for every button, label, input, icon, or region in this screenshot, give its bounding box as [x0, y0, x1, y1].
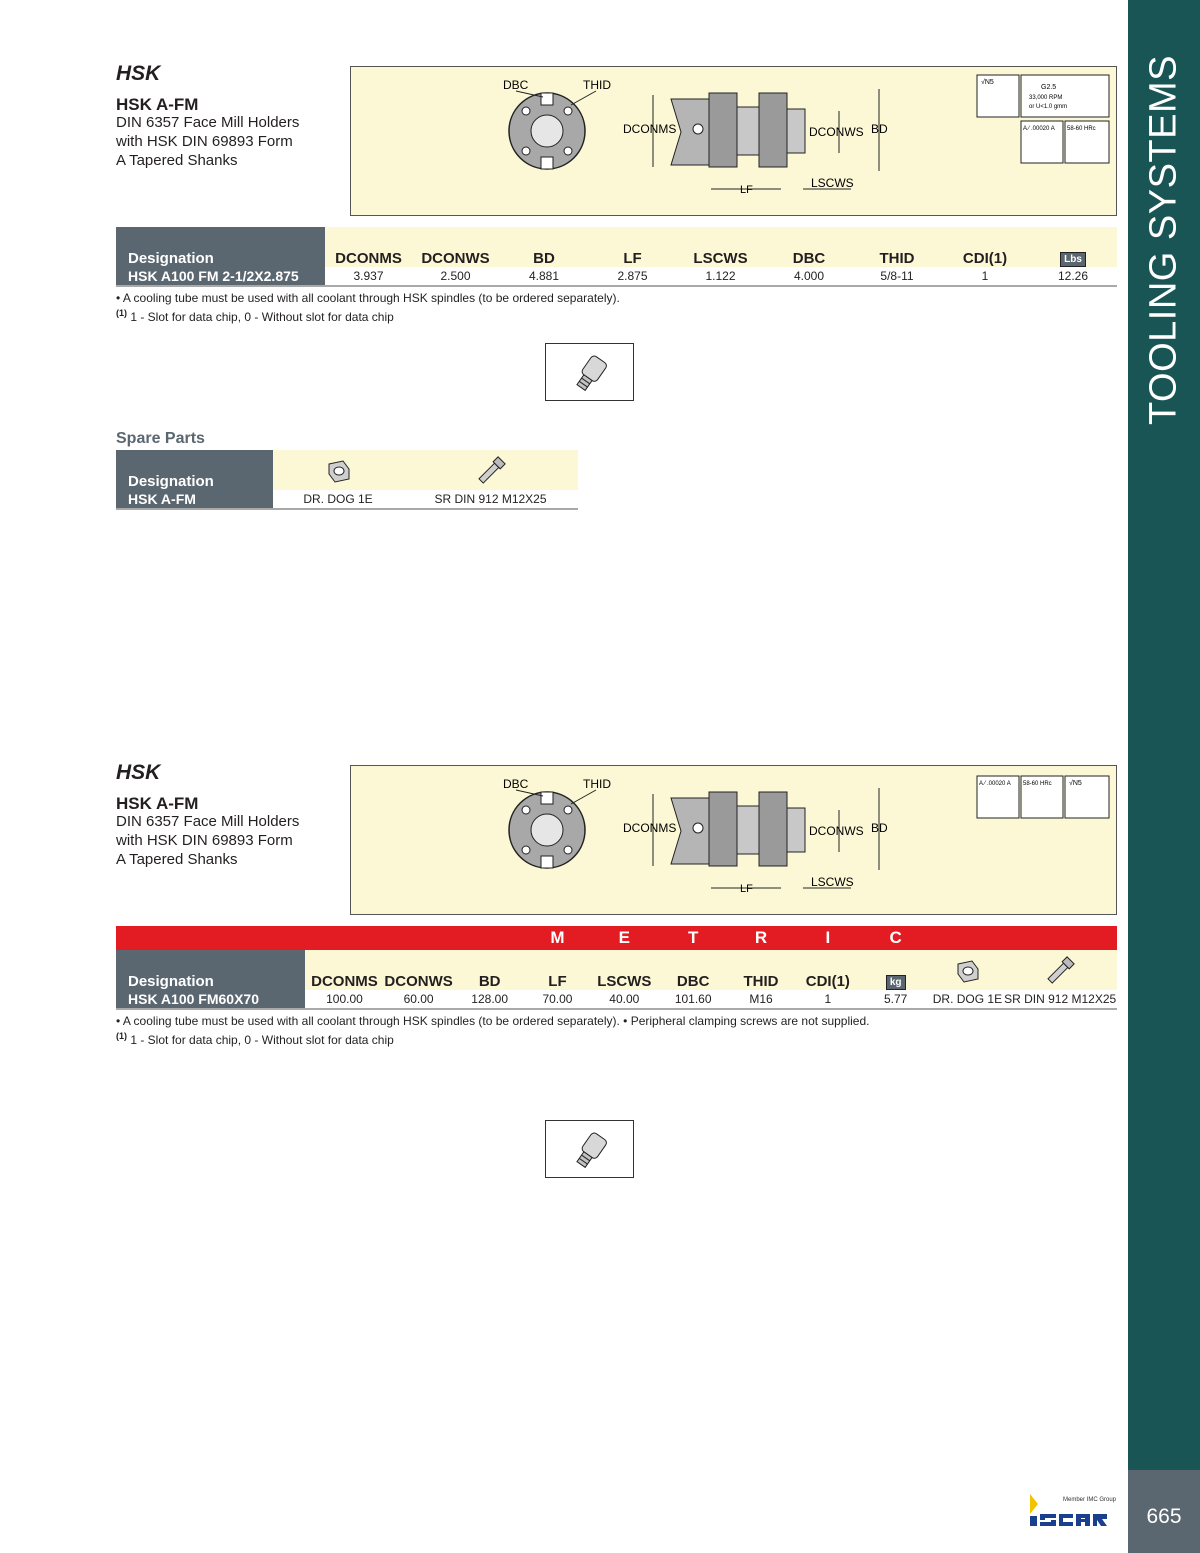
screw-icon [546, 1121, 635, 1179]
section2-table [116, 926, 1117, 1010]
section2-note-coolant: • A cooling tube must be used with all coolant through HSK spindles (to be ordered separately). • Peripheral clamping screws are not supplied. [116, 1014, 870, 1028]
col-cdi: CDI(1) [941, 227, 1029, 267]
dim-lscws: LSCWS [811, 176, 854, 190]
badge-g: G2.5 [1041, 84, 1057, 91]
section2-subtitle: HSK A-FM [116, 794, 199, 813]
table-row: HSK A100 FM60X70 100.00 60.00 128.00 70.00 40.00 101.60 M16 1 5.77 DR. DOG 1E SR DIN 912 M12X25 [116, 990, 1117, 1009]
page-number: 665 [1146, 1505, 1182, 1528]
section2-note-cdi: $^{(1)}$ 1 - Slot for data chip, 0 - Without slot for data chip [116, 1031, 394, 1047]
badge-hrc: 58-60 HRc [1067, 126, 1096, 132]
weight-lbs-icon: Lbs [1060, 252, 1086, 267]
section1-note-cdi: $^{(1)}$ 1 - Slot for data chip, 0 - Without slot for data chip [116, 308, 394, 324]
badge-runout: A ⁄ .00020 A [979, 781, 1011, 787]
table-row: HSK A100 FM 2-1/2X2.875 3.937 2.500 4.881 2.875 1.122 4.000 5/8-11 1 12.26 [116, 267, 1117, 286]
table-row: HSK A-FM DR. DOG 1E SR DIN 912 M12X25 [116, 490, 578, 509]
spare-parts-title: Spare Parts [116, 430, 205, 447]
drive-dog-icon [952, 956, 982, 986]
dim-thid: THID [583, 78, 611, 92]
logo-member-text: Member IMC Group [1063, 1497, 1117, 1503]
dim-dconws: DCONWS [809, 824, 864, 838]
spare-col-dog [273, 450, 403, 490]
section1-brand: HSK [116, 62, 161, 85]
col-dog [932, 950, 1004, 990]
spare-col-screw [403, 450, 578, 490]
dim-lf: LF [740, 883, 753, 895]
badge-n5: √N5 [1069, 780, 1082, 787]
dim-bd: BD [871, 821, 888, 835]
col-screw [1003, 950, 1117, 990]
badge-gmm: or U<1.0 gmm [1029, 104, 1068, 110]
col-bd: BD [453, 950, 527, 990]
col-designation: Designation [116, 950, 305, 990]
drive-dog-icon [323, 456, 353, 486]
col-cdi: CDI(1) [796, 950, 860, 990]
col-dconws: DCONWS [384, 950, 452, 990]
dim-lscws: LSCWS [811, 875, 854, 889]
badge-hrc: 58-60 HRc [1023, 781, 1052, 787]
col-lscws: LSCWS [676, 227, 765, 267]
dim-dconws: DCONWS [809, 125, 864, 139]
section2-description: DIN 6357 Face Mill Holders with HSK DIN 69893 Form A Tapered Shanks [116, 813, 300, 868]
col-thid: THID [853, 227, 941, 267]
col-dconms: DCONMS [325, 227, 412, 267]
section2-drawing [350, 765, 1117, 915]
screw-icon [546, 344, 635, 402]
section1-description: DIN 6357 Face Mill Holders with HSK DIN 69893 Form A Tapered Shanks [116, 114, 300, 169]
col-dconms: DCONMS [305, 950, 385, 990]
section1-drawing [350, 66, 1117, 216]
screw-image [545, 1120, 634, 1178]
col-thid: THID [726, 950, 796, 990]
iscar-logo [1026, 1490, 1121, 1530]
side-title: TOOLING SYSTEMS [1142, 55, 1185, 425]
cap-screw-icon [473, 456, 509, 486]
badge-rpm: 33,000 RPM [1029, 95, 1063, 101]
spare-parts-table [116, 450, 578, 510]
spare-col-designation: Designation [116, 450, 273, 490]
dim-lf: LF [740, 184, 753, 196]
dim-dconms: DCONMS [623, 122, 677, 136]
col-lf: LF [527, 950, 589, 990]
cap-screw-icon [1042, 956, 1078, 986]
section1-note-coolant: • A cooling tube must be used with all coolant through HSK spindles (to be ordered separately). [116, 291, 620, 305]
col-weight [1029, 227, 1117, 267]
screw-image [545, 343, 634, 401]
dim-dconms: DCONMS [623, 821, 677, 835]
col-lf: LF [589, 227, 676, 267]
dim-dbc: DBC [503, 78, 529, 92]
col-dbc: DBC [660, 950, 726, 990]
dim-dbc: DBC [503, 777, 529, 791]
badge-runout: A ⁄ .00020 A [1023, 126, 1055, 132]
weight-kg-icon: kg [886, 975, 906, 990]
dim-thid: THID [583, 777, 611, 791]
metric-bar: M E T R I C [116, 926, 1117, 950]
dim-bd: BD [871, 122, 888, 136]
section1-table [116, 227, 1117, 287]
col-dbc: DBC [765, 227, 853, 267]
col-bd: BD [499, 227, 589, 267]
badge-n5: √N5 [981, 79, 994, 86]
col-designation: Designation [116, 227, 325, 267]
col-weight [860, 950, 932, 990]
section2-brand: HSK [116, 761, 161, 784]
section1-subtitle: HSK A-FM [116, 95, 199, 114]
col-lscws: LSCWS [588, 950, 660, 990]
col-dconws: DCONWS [412, 227, 499, 267]
